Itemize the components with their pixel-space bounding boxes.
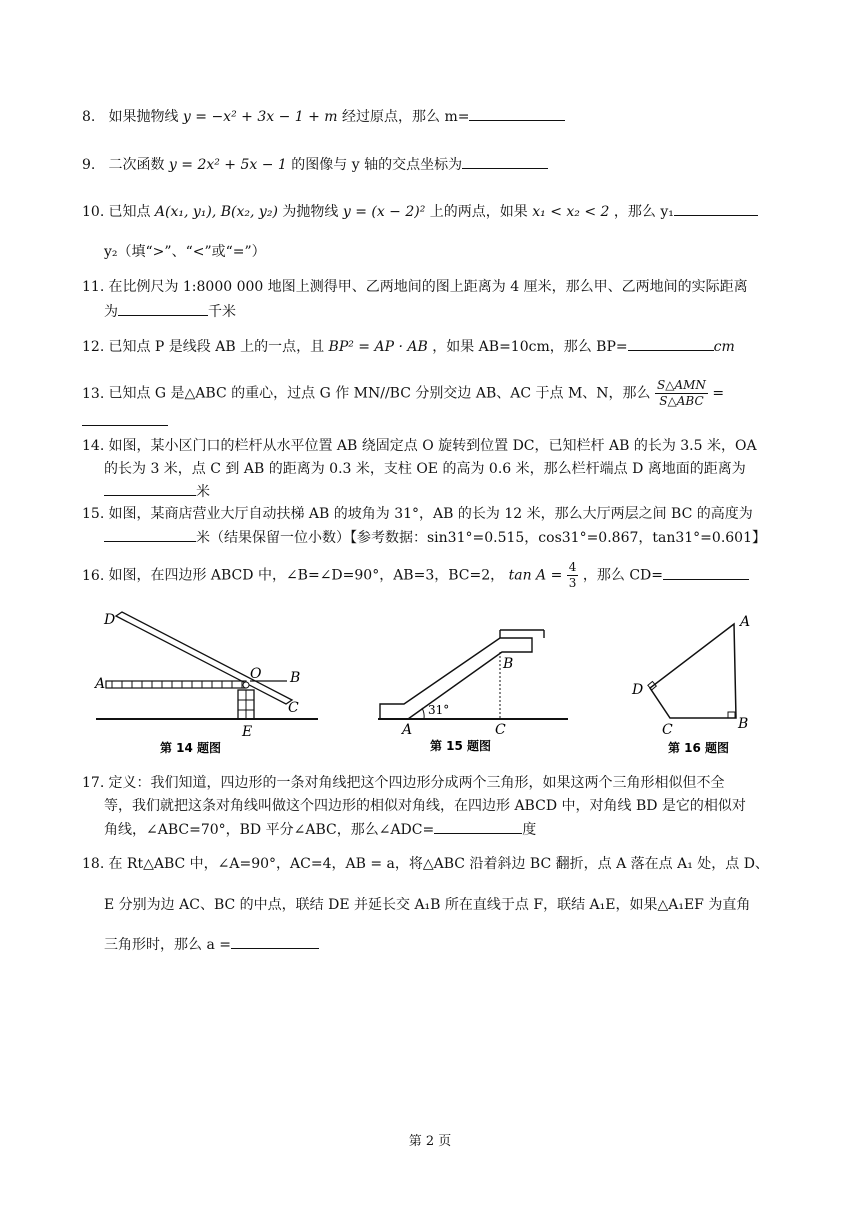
escalator (380, 638, 532, 719)
pivot-o (243, 682, 249, 688)
answer-blank[interactable] (104, 479, 196, 496)
answer-blank[interactable] (469, 104, 565, 121)
question-number: 10. (82, 204, 105, 220)
question-18-line2 (82, 893, 804, 918)
question-17-line3 (82, 817, 804, 843)
question-number: 12. (82, 339, 105, 355)
question-number: 14. (82, 438, 105, 454)
figure-caption: 第 15 题图 (430, 739, 492, 753)
question-number: 18. (82, 856, 105, 872)
question-number: 16. (82, 567, 105, 584)
question-text: 角线，∠ABC=70°，BD 平分∠ABC，那么∠ADC= (104, 822, 435, 838)
math-expression: tan A = (508, 567, 563, 584)
math-expression: y = 2x² + 5x − 1 (168, 157, 287, 173)
question-number: 8. (82, 109, 96, 125)
question-text: 上的两点，如果 (429, 204, 528, 220)
question-text: 已知点 G 是△ABC 的重心，过点 G 作 MN//BC 分别交边 AB、AC 于点 M、N，那么 (108, 385, 651, 402)
label-c: C (662, 722, 673, 738)
label-b: B (290, 670, 301, 686)
question-number: 13. (82, 385, 105, 402)
fraction (655, 378, 708, 409)
equals-sign: = (712, 385, 725, 402)
label-a: A (740, 614, 751, 630)
question-text: 千米 (208, 304, 236, 320)
question-text: ，那么 y₁ (613, 204, 674, 220)
question-text: 如图，某小区门口的栏杆从水平位置 AB 绕固定点 O 旋转到位置 DC，已知栏杆 AB 的长为 3.5 米，OA (108, 438, 757, 454)
barrier-dc (116, 612, 292, 704)
question-9 (82, 152, 782, 178)
label-c: C (288, 700, 299, 716)
label-o: O (250, 666, 262, 682)
label-e: E (242, 724, 253, 740)
question-18-line3 (82, 932, 804, 958)
label-d: D (632, 682, 644, 698)
answer-blank[interactable] (434, 817, 522, 834)
unit-label: cm (713, 339, 735, 355)
answer-blank[interactable] (231, 932, 319, 949)
question-text: 在比例尺为 1:8000 000 地图上测得甲、乙两地间的图上距离为 4 厘米，那么甲、乙两地间的实际距离 (108, 279, 748, 295)
question-12 (82, 334, 782, 360)
question-10-line2 (82, 240, 804, 265)
question-text: ，如果 AB=10cm，那么 BP= (432, 339, 628, 355)
question-13 (82, 378, 782, 435)
math-expression: y = (x − 2)² (342, 204, 426, 220)
question-text: 在 Rt△ABC 中，∠A=90°，AC=4，AB = a，将△ABC 沿着斜边 BC 翻折，点 A 落在点 A₁ 处，点 D、 (108, 856, 769, 872)
answer-blank[interactable] (674, 199, 758, 216)
math-expression: y = −x² + 3x − 1 + m (182, 109, 338, 125)
fraction-numerator: 4 (568, 560, 577, 574)
question-text: 米 (196, 484, 210, 500)
answer-blank[interactable] (462, 152, 548, 169)
question-text: ，那么 CD= (582, 567, 663, 584)
angle-label: 31° (428, 703, 450, 717)
figure-caption: 第 16 题图 (668, 741, 730, 755)
label-a: A (402, 722, 413, 738)
question-11-line2 (82, 299, 804, 325)
math-expression: BP² = AP · AB (328, 339, 428, 355)
answer-blank[interactable] (663, 563, 749, 580)
question-text: 已知点 (108, 204, 151, 220)
answer-blank[interactable] (628, 334, 714, 351)
question-number: 15. (82, 506, 105, 522)
question-16 (82, 560, 782, 591)
question-text: 米（结果保留一位小数）【参考数据：sin31°=0.515，cos31°=0.867，tan31°=0.601】 (196, 530, 766, 546)
question-18 (82, 852, 782, 877)
quadrilateral-abcd (650, 624, 736, 718)
label-a: A (95, 676, 106, 692)
answer-blank[interactable] (104, 525, 196, 542)
question-text: 的长为 3 米，点 C 到 AB 的距离为 0.3 米，支柱 OE 的高为 0.6 米，那么栏杆端点 D 离地面的距离为 (104, 461, 746, 477)
question-text: 已知点 P 是线段 AB 上的一点，且 (108, 339, 325, 355)
question-number: 17. (82, 775, 105, 791)
figure-14 (92, 606, 322, 756)
question-number: 9. (82, 157, 96, 173)
question-17 (82, 771, 782, 796)
barrier-ab (106, 681, 246, 688)
fraction-denominator: S△ABC (659, 394, 704, 408)
question-text: 度 (522, 822, 537, 838)
question-15 (82, 502, 782, 527)
question-text: 二次函数 (108, 157, 165, 173)
question-text: 的图像与 y 轴的交点坐标为 (291, 157, 463, 173)
label-b: B (738, 716, 749, 732)
question-text: 定义：我们知道，四边形的一条对角线把这个四边形分成两个三角形，如果这两个三角形相似但不全 (108, 775, 725, 791)
math-expression: x₁ < x₂ < 2 (532, 204, 610, 220)
answer-blank[interactable] (82, 409, 168, 426)
question-text: 为 (104, 304, 118, 320)
question-number: 11. (82, 279, 105, 295)
question-15-line2 (82, 525, 804, 551)
figure-caption: 第 14 题图 (160, 741, 222, 755)
fraction-numerator: S△AMN (657, 378, 706, 392)
fraction-denominator: 3 (568, 576, 577, 590)
figure-16 (628, 606, 768, 756)
page-number: 第 2 页 (408, 1134, 452, 1149)
question-14 (82, 434, 782, 459)
question-text: 如图，某商店营业大厅自动扶梯 AB 的坡角为 31°，AB 的长为 12 米，那么大厅两层之间 BC 的高度为 (108, 506, 753, 522)
question-text: 三角形时，那么 a = (104, 937, 231, 953)
question-text: 为抛物线 (282, 204, 339, 220)
answer-blank[interactable] (118, 299, 208, 316)
question-text: 如图，在四边形 ABCD 中，∠B=∠D=90°，AB=3，BC=2， (108, 567, 505, 584)
figure-15 (372, 604, 572, 756)
question-17-line2 (82, 794, 804, 819)
question-11 (82, 275, 782, 300)
question-text: 等，我们就把这条对角线叫做这个四边形的相似对角线，在四边形 ABCD 中，对角线 BD 是它的相似对 (104, 798, 746, 814)
fraction (567, 560, 579, 591)
math-expression: A(x₁, y₁), B(x₂, y₂) (154, 204, 278, 220)
question-text: E 分别为边 AC、BC 的中点，联结 DE 并延长交 A₁B 所在直线于点 F，联结 A₁E，如果△A₁EF 为直角 (104, 897, 751, 913)
question-text: 如果抛物线 (108, 109, 179, 125)
label-d: D (104, 612, 116, 628)
question-text: y₂（填“>”、“<”或“=”） (104, 244, 266, 260)
label-c: C (495, 722, 506, 738)
question-8 (82, 104, 782, 130)
label-b: B (503, 656, 514, 672)
question-10 (82, 199, 782, 225)
question-text: 经过原点，那么 m= (342, 109, 470, 125)
